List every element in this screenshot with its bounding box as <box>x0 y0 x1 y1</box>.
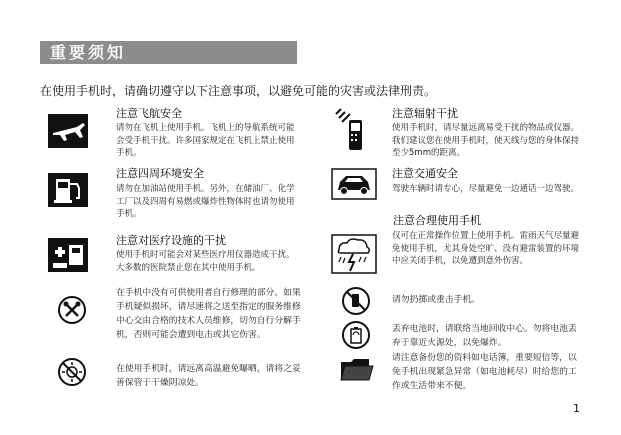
no-throw-icon <box>341 286 371 316</box>
medical-facility-icon <box>47 237 89 273</box>
section-title-traffic: 注意交通安全 <box>392 167 458 180</box>
section-title-proper-use: 注意合理使用手机 <box>393 214 481 227</box>
section-header-bar <box>40 41 297 64</box>
section-title-medical: 注意对医疗设施的干扰 <box>116 234 226 247</box>
no-repair-tools-icon <box>57 295 87 325</box>
section-title-environment: 注意四周环境安全 <box>116 167 204 180</box>
section-body-traffic: 驾驶车辆时请专心，尽量避免一边通话一边驾驶。 <box>392 184 580 194</box>
section-title-radiation: 注意辐射干扰 <box>392 107 458 120</box>
section-body-medical: 使用手机时可能会对某些医疗用仪器造成干扰。大多数的医院禁止您在其中使用手机。 <box>116 250 295 273</box>
car-icon <box>331 168 377 200</box>
folder-backup-icon <box>339 354 375 384</box>
battery-recycle-icon <box>341 320 371 350</box>
airplane-warning-icon <box>47 113 89 149</box>
page-number: 1 <box>573 402 580 415</box>
radiation-phone-icon <box>333 108 373 154</box>
note-repair: 在手机中没有可供使用者自行修理的部分。如果手机疑似损坏，请尽速将之送至指定的服务维修中心交由合格的技术人员维修，切勿自行分解手机，否则可能会遭到电击或其它伤害。 <box>116 288 301 340</box>
note-heat: 在使用手机时，请远离高温避免曝晒，请将之妥善保管于干燥阴凉处。 <box>116 364 301 388</box>
intro-text: 在使用手机时，请确切遵守以下注意事项，以避免可能的灾害或法律刑责。 <box>40 84 437 98</box>
note-throw: 请勿扔掷或重击手机。 <box>392 295 480 305</box>
gas-pump-warning-icon <box>47 172 89 208</box>
note-battery: 丢弃电池时，请联络当地回收中心。勿将电池丢弃于靠近火源处，以免爆炸。 <box>392 324 577 348</box>
thunderstorm-icon <box>331 234 377 274</box>
section-body-environment: 请勿在加油站使用手机。另外，在储油厂、化学工厂以及四周有易燃或爆炸性物体时也请勿使用手机。 <box>116 184 295 219</box>
note-backup: 请注意备份您的资料如电话簿，重要短信等，以免手机出现紧急异常（如电池耗尽）时给您的工作或生活带来不便。 <box>392 353 577 391</box>
section-title-flight: 注意飞航安全 <box>116 107 182 120</box>
section-body-radiation: 使用手机时，请尽量远离易受干扰的物品或仪器。我们建议您在使用手机时，使天线与您的身体保持至少5mm的距离。 <box>392 123 580 158</box>
section-body-flight: 请勿在飞机上使用手机。飞机上的导航系统可能会受手机干扰。许多国家规定在飞机上禁止使用手机。 <box>116 123 295 158</box>
no-heat-icon <box>57 357 87 387</box>
section-body-proper-use: 仅可在正常操作位置上使用手机。雷雨天气尽量避免使用手机，尤其身处空旷、没有避雷装置的环境中应关闭手机，以免遭到意外伤害。 <box>392 231 580 266</box>
page-title: 重要须知 <box>50 43 127 62</box>
